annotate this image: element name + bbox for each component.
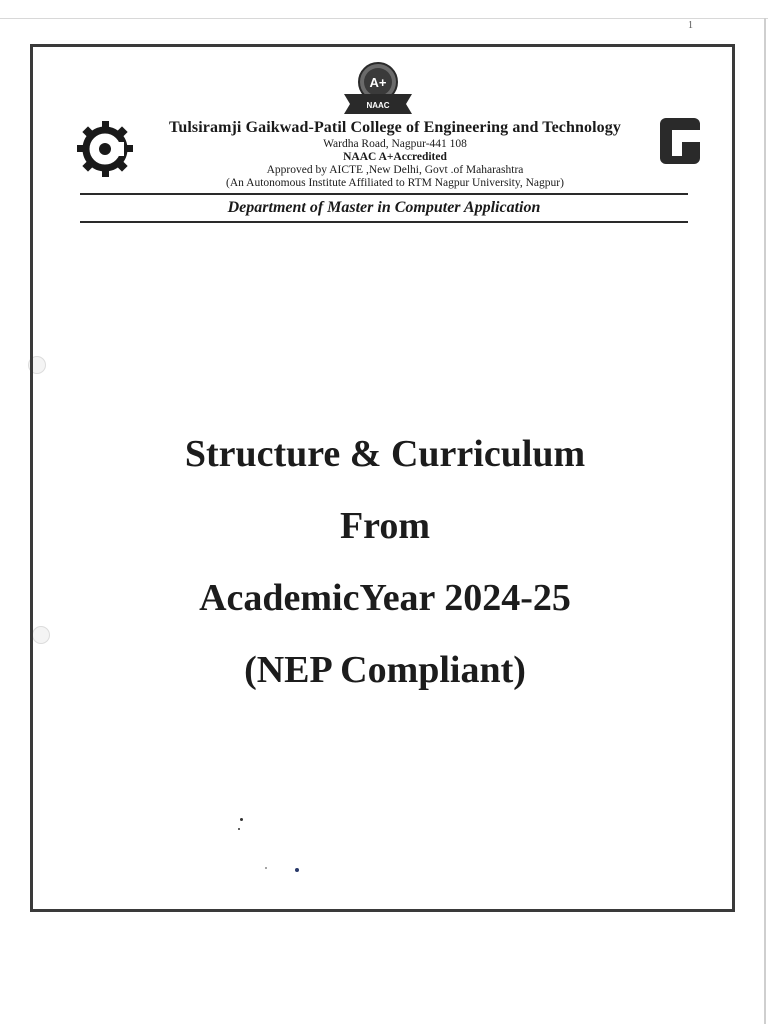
scan-speck <box>265 867 267 869</box>
scan-speck <box>295 868 299 872</box>
title-line-3: AcademicYear 2024-25 <box>199 577 571 619</box>
title-line-1: Structure & Curriculum <box>184 433 586 475</box>
college-emblem-icon <box>660 118 700 164</box>
naac-seal-icon <box>340 60 416 114</box>
accreditation-line: NAAC A+Accredited <box>343 151 447 163</box>
department-name: Department of Master in Computer Application <box>227 199 541 216</box>
affiliation-line: (An Autonomous Institute Affiliated to RTM Nagpur University, Nagpur) <box>226 177 564 189</box>
gear-emblem-icon <box>76 120 134 178</box>
approval-line: Approved by AICTE ,New Delhi, Govt .of Maharashtra <box>266 164 524 176</box>
college-name: Tulsiramji Gaikwad-Patil College of Engineering and Technology <box>169 119 621 136</box>
header-divider-bottom <box>80 221 688 223</box>
header-divider-top <box>80 193 688 195</box>
seal-grade: A+ <box>369 75 387 90</box>
scan-edge-top <box>0 18 768 19</box>
title-line-2: From <box>339 505 431 547</box>
document-title <box>60 418 710 706</box>
scan-speck <box>238 828 240 830</box>
scan-edge-right <box>764 18 766 1024</box>
page-mark: 1 <box>688 20 693 31</box>
college-header <box>140 118 650 190</box>
scan-speck <box>240 818 243 821</box>
seal-label: NAAC <box>366 101 390 110</box>
college-address: Wardha Road, Nagpur-441 108 <box>323 138 467 150</box>
title-line-4: (NEP Compliant) <box>244 649 526 691</box>
